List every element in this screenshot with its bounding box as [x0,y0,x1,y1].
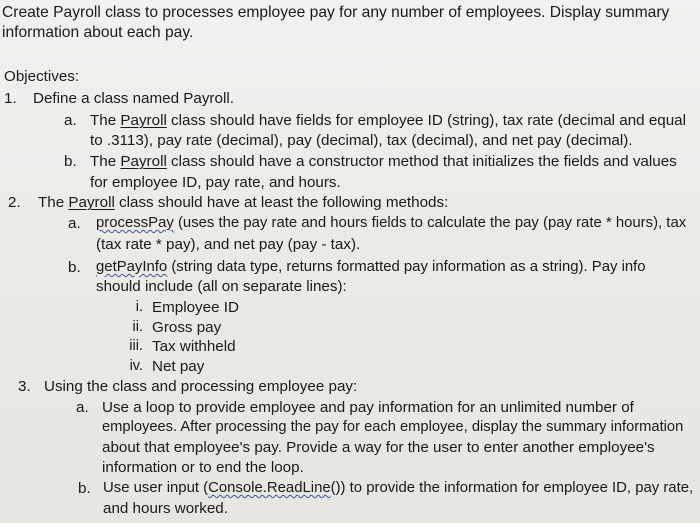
item-3a-line-2: employees. After processing the pay for each employee, display the summary information [102,419,684,435]
text-fragment: The [90,112,121,129]
text-fragment: (string data type, returns formatted pay information as a string). Pay info [167,259,646,275]
roman-2-text: Gross pay [152,319,222,336]
item-2-number: 2. [8,194,21,211]
payroll-term: Payroll [120,112,167,129]
item-2a-line-2: (tax rate * pay), and net pay (pay - tax). [96,236,361,253]
item-3a-line-4: information or to end the loop. [102,459,304,476]
item-1a-line-1 [90,111,686,130]
item-3b-label: b. [78,480,91,497]
payroll-term: Payroll [120,153,167,170]
item-1-number: 1. [4,90,17,107]
item-3b-line-2: and hours worked. [103,500,228,517]
item-3a-label: a. [76,399,89,416]
item-2a-label: a. [68,215,81,232]
text-fragment: class should have fields for employee ID (string), tax rate (decimal and equal [166,112,686,129]
processpay-term: processPay [96,215,174,231]
text-fragment: (uses the pay rate and hours fields to calculate the pay (pay rate * hours), tax [173,215,687,231]
item-1-text: Define a class named Payroll. [33,90,234,107]
roman-1-label: i. [135,299,143,315]
text-fragment: class should have a constructor method that initializes the fields and values [166,153,677,170]
roman-4-label: iv. [129,358,143,374]
item-2b-label: b. [68,259,81,276]
item-3-text: Using the class and processing employee pay: [44,378,358,395]
item-3-number: 3. [18,378,31,395]
item-3b-line-1 [103,479,693,498]
roman-2-label: ii. [132,319,143,335]
payroll-term: Payroll [68,194,115,211]
text-fragment: The [38,194,69,211]
item-1a-line-2: to .3113), pay rate (decimal), pay (decimal), tax (decimal), and net pay (decimal). [90,132,633,149]
intro-line-1: Create Payroll class to processes employee pay for any number of employees. Display summary [2,4,670,21]
item-1a-label: a. [64,112,77,129]
console-readline-term: Console.ReadLine [208,480,331,496]
getpayinfo-term: getPayInfo [96,259,168,275]
roman-3-text: Tax withheld [152,338,236,355]
item-2-text [38,193,448,212]
item-1b-label: b. [64,153,77,170]
roman-1-text: Employee ID [152,299,239,316]
text-fragment: The [90,153,121,170]
item-1b-line-1 [90,152,677,171]
item-2a-line-1 [96,214,686,233]
roman-3-label: iii. [129,338,143,354]
text-fragment: Use user input ( [103,480,209,496]
text-fragment: ()) to provide the information for employee ID, pay rate, [330,480,694,496]
roman-4-text: Net pay [152,358,205,375]
item-3a-line-1: Use a loop to provide employee and pay information for an unlimited number of [102,399,634,416]
objectives-heading: Objectives: [4,68,80,85]
text-fragment: class should have at least the following methods: [114,194,449,211]
item-2b-line-2: should include (all on separate lines): [96,278,347,295]
item-2b-line-1 [96,258,646,277]
intro-line-2: information about each pay. [2,24,194,41]
item-1b-line-2: for employee ID, pay rate, and hours. [90,174,341,191]
item-3a-line-3: about that employee's pay. Provide a way for the user to enter another employee's [102,439,655,456]
